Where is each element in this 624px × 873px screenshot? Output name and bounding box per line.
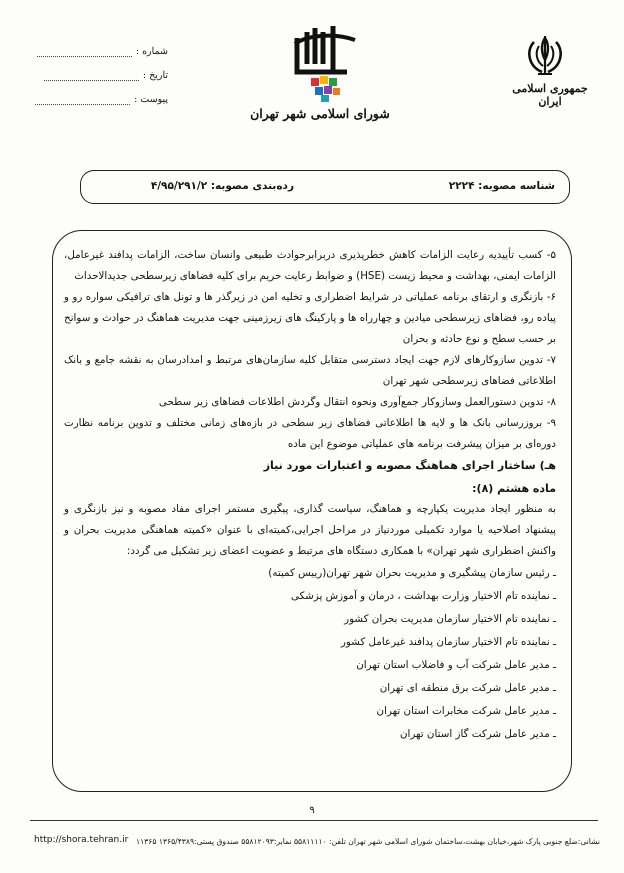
council-name: شورای اسلامی شهر تهران — [250, 106, 390, 121]
item-7: ۷- تدوین سازوکارهای لازم جهت ایجاد دسترسی متقابل کلیه سازمان‌های مرتبط و امدادرسان به نقشه جامع و بانک اطلاعاتی فضاهای زیرسطحی شهر تهران — [64, 354, 556, 387]
article-heading: ماده هشتم (۸): — [472, 482, 556, 495]
page-number: ۹ — [309, 805, 315, 816]
member-item: ـ مدیر عامل شرکت برق منطقه ای تهران — [379, 682, 556, 694]
item-6: ۶- بازنگری و ارتقای برنامه عملیاتی در شرایط اضطراری و تخلیه امن در زیرگذر ها و تونل های ترافیکی سواره رو و پیاده رو، فضاهای زیرسطحی میادین و چهارراه ها و پارکینگ های زیرزمینی جهت مدیریت هماهنگ در حوادث و سوانح بر حسب سطح و نوع حادثه و بحران — [64, 291, 556, 345]
member-item: ـ مدیر عامل شرکت آب و فاضلاب استان تهران — [356, 659, 556, 671]
footer-address: نشانی:ضلع جنوبی پارک شهر،خیابان بهشت،ساختمان شورای اسلامی شهر تهران تلفن: ۵۵۸۱۱۱۱۰ نمابر:۵۵۸۱۲۰۹۳ صندوق پستی:۱۳۶۵/۴۳۸۹ ۱۱۳۶۵ — [136, 837, 600, 846]
number-field — [28, 46, 168, 60]
section-heading: هـ) ساختار اجرای هماهنگ مصوبه و اعتبارات مورد نیاز — [263, 459, 556, 472]
number-dots — [37, 46, 132, 57]
date-label: تاریخ : — [142, 70, 168, 81]
attachment-field — [28, 94, 168, 108]
document-body — [64, 245, 556, 746]
attachment-label: پیوست : — [134, 94, 168, 105]
date-dots — [44, 70, 139, 81]
item-5: ۵- کسب تأییدیه رعایت الزامات کاهش خطرپذیری دربرابرحوادث طبیعی وانسان ساخت، الزامات پدافند غیرعامل، الزامات ایمنی، بهداشت و محیط زیست (HSE) و ضوابط رعایت حریم برای کلیه فضاهای زیرسطحی جدیدالاحداث — [64, 249, 556, 282]
iran-emblem-icon — [520, 34, 570, 78]
item-8: ۸- تدوین دستورالعمل وسازوکار جمع‌آوری ونحوه انتقال وگردش اطلاعات فضاهای زیر سطحی — [158, 396, 556, 408]
article-text: به منظور ایجاد مدیریت یکپارچه و هماهنگ، سیاست گذاری، پیگیری مستمر اجرای مفاد مصوبه و نیز بازنگری و پیشنهاد اصلاحیه یا موارد تکمیلی موردنیاز در مراحل اجرایی،کمیته‌ای با عنوان «کمیته هماهنگی مدیریت بحران و واکنش اضطراری شهر تهران» با همکاری دستگاه های مرتبط و عضویت اعضای زیر تشکیل می گردد: — [64, 503, 556, 557]
member-item: ـ مدیر عامل شرکت مخابرات استان تهران — [376, 705, 556, 717]
item-9: ۹- بروزرسانی بانک ها و لایه ها اطلاعاتی فضاهای زیر سطحی در بازه‌های زمانی مختلف و تدوین برنامه نظارت دوره‌ای بر میزان پیشرفت برنامه های عملیاتی موضوع این ماده — [64, 417, 556, 450]
classification: رده‌بندی مصوبه: ۴/۹۵/۲۹۱/۲ — [150, 180, 294, 192]
footer-url[interactable]: http://shora.tehran.ir — [34, 835, 129, 845]
member-item: ـ رئیس سازمان پیشگیری و مدیریت بحران شهر تهران(رییس کمیته) — [268, 567, 556, 579]
footer-divider — [30, 820, 598, 821]
date-field — [28, 70, 168, 84]
approval-id-box — [80, 170, 570, 204]
member-item: ـ مدیر عامل شرکت گاز استان تهران — [399, 728, 556, 740]
attachment-dots — [35, 94, 130, 105]
country-name: جمهوری اسلامی ایران — [512, 82, 588, 108]
member-item: ـ نماینده تام الاختیار سازمان مدیریت بحران کشور — [344, 613, 556, 625]
council-logo-icon — [285, 18, 365, 108]
number-label: شماره : — [135, 46, 168, 57]
member-item: ـ نماینده تام الاختیار سازمان پدافند غیرعامل کشور — [340, 636, 556, 648]
approval-id: شناسه مصوبه: ۲۲۲۴ — [448, 180, 555, 192]
member-item: ـ نماینده تام الاختیار وزارت بهداشت ، درمان و آموزش پزشکی — [290, 590, 556, 602]
